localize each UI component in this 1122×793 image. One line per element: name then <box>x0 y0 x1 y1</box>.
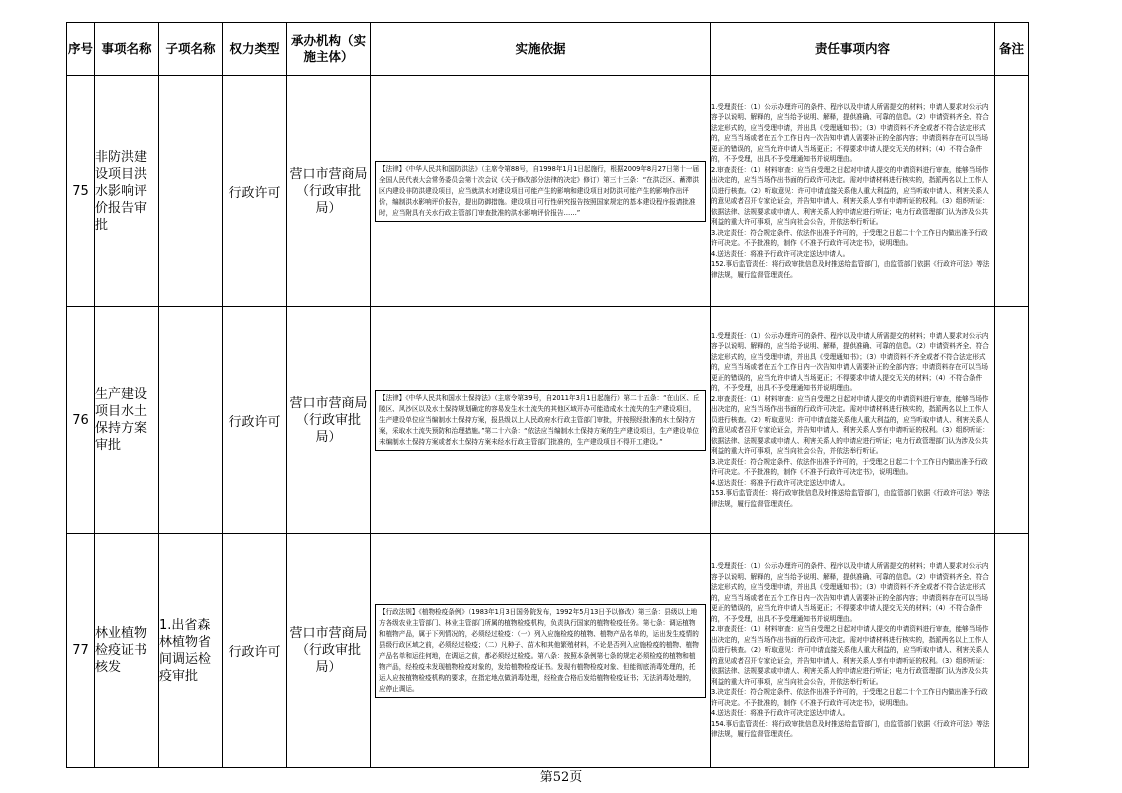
row-org: 营口市营商局（行政审批局） <box>287 307 371 534</box>
header-basis: 实施依据 <box>371 23 711 76</box>
row-seq: 77 <box>67 534 95 768</box>
row-org: 营口市营商局（行政审批局） <box>287 534 371 768</box>
resp-line: 3.决定责任：符合规定条件、依法作出准予许可的，于受理之日起二十个工作日内做出准予行政许可决定。不予批准的，制作《不准予行政许可决定书》，说明理由。 <box>711 457 988 477</box>
row-resp <box>711 307 995 534</box>
row-seq: 75 <box>67 76 95 307</box>
row-basis: 【法律】《中华人民共和国防洪法》（主席令第88号，自1998年1月1日起施行，根据2009年8月27日第十一届全国人民代表大会常务委员会第十次会议《关于修改部分法律的决定》修订）第三十三条：“在洪泛区、蓄滞洪区内建设非防洪建设项目，应当就洪水对建设项目可能产生的影响和建设项目对防洪可能产生的影响作出评价，编制洪水影响评价报告，提出防御措施。建设项目可行性研究报告按照国家规定的基本建设程序报请批准时，应当附具有关水行政主管部门审查批准的洪水影响评价报告……” <box>375 161 706 222</box>
resp-line: 153.事后监管责任：将行政审批信息及时推送给监管部门，由监管部门依据《行政许可法》等法律法规，履行监督管理责任。 <box>711 489 990 508</box>
row-seq: 76 <box>67 307 95 534</box>
row-name: 生产建设项目水土保持方案审批 <box>95 307 159 534</box>
row-resp <box>711 534 995 768</box>
resp-line: 1.受理责任：（1）公示办理许可的条件、程序以及申请人所需提交的材料；申请人要求对公示内容予以说明、解释的，应当给予说明、解释，提供准确、可靠的信息。（2）申请资料齐全、符合法定形式的，应当受理申请，并出具《受理通知书》；（3）申请资料不齐全或者不符合法定形式的，应当当场或者在五个工作日内一次告知申请人需要补正的全部内容；申请资料存在可以当场更正的错误的，应当允许申请人当场更正；不得要求申请人提交无关的材料；（4）不符合条件的，不予受理，出具不予受理通知书并说明理由。 <box>711 331 989 393</box>
row-basis: 【法律】《中华人民共和国水土保持法》（主席令第39号，自2011年3月1日起施行）第二十五条：“在山区、丘陵区、风沙区以及水土保持规划确定的容易发生水土流失的其他区域开办可能造成水土流失的生产建设项目，生产建设单位应当编制水土保持方案，报县级以上人民政府水行政主管部门审批，并按照经批准的水土保持方案，采取水土流失预防和治理措施。”第二十六条：“依法应当编制水土保持方案的生产建设项目，生产建设单位未编制水土保持方案或者水土保持方案未经水行政主管部门批准的，生产建设项目不得开工建设。” <box>375 390 706 451</box>
header-seq: 序号 <box>67 23 95 76</box>
row-name: 非防洪建设项目洪水影响评价报告审批 <box>95 76 159 307</box>
responsibility-table <box>66 22 1029 768</box>
header-type: 权力类型 <box>223 23 287 76</box>
table-row <box>67 76 1029 307</box>
resp-line: 152.事后监管责任：将行政审批信息及时推送给监管部门，由监管部门依据《行政许可法》等法律法规，履行监督管理责任。 <box>711 260 990 279</box>
row-sub: 1.出省森林植物省间调运检疫审批 <box>159 534 223 768</box>
resp-line: 3.决定责任：符合规定条件、依法作出准予许可的，于受理之日起二十个工作日内做出准予行政许可决定。不予批准的，制作《不准予行政许可决定书》，说明理由。 <box>711 688 988 707</box>
table-row <box>67 307 1029 534</box>
resp-line: 3.决定责任：符合规定条件、依法作出准予许可的，于受理之日起二十个工作日内做出准予行政许可决定。不予批准的，制作《不准予行政许可决定书》，说明理由。 <box>711 228 988 248</box>
resp-line: 1.受理责任：（1）公示办理许可的条件、程序以及申请人所需提交的材料；申请人要求对公示内容予以说明、解释的，应当给予说明、解释，提供准确、可靠的信息。（2）申请资料齐全、符合法定形式的，应当受理申请，并出具《受理通知书》；（3）申请资料不齐全或者不符合法定形式的，应当当场或者在五个工作日内一次告知申请人需要补正的全部内容；申请资料存在可以当场更正的错误的，应当允许申请人当场更正；不得要求申请人提交无关的材料；（4）不符合条件的，不予受理，出具不予受理通知书并说明理由。 <box>711 102 989 164</box>
header-name: 事项名称 <box>95 23 159 76</box>
resp-line: 4.送达责任：将准予行政许可决定送达申请人。 <box>711 709 850 718</box>
row-note <box>995 76 1029 307</box>
header-sub: 子项名称 <box>159 23 223 76</box>
row-type: 行政许可 <box>223 307 287 534</box>
row-basis-cell <box>371 76 711 307</box>
table-header-row <box>67 23 1029 76</box>
row-type: 行政许可 <box>223 534 287 768</box>
table-row <box>67 534 1029 768</box>
row-note <box>995 534 1029 768</box>
row-basis-cell <box>371 534 711 768</box>
row-type: 行政许可 <box>223 76 287 307</box>
resp-line: 4.送达责任：将准予行政许可决定送达申请人。 <box>711 478 850 487</box>
row-basis-cell <box>371 307 711 534</box>
row-sub <box>159 307 223 534</box>
row-name: 林业植物检疫证书核发 <box>95 534 159 768</box>
resp-line: 2.审查责任：（1）材料审查：应当自受理之日起对申请人提交的申请资料进行审查，能够当场作出决定的，应当当场作出书面的行政许可决定。需对申请材料进行核实的，指派两名以上工作人员进行核查。（2）听取意见：许可申请直接关系他人重大利益的，应当听取申请人、利害关系人的意见或者召开专家论证会，并告知申请人、利害关系人享有申请听证的权利。（3）组织听证：依据法律、法规要求或申请人、利害关系人的申请应进行听证；电力行政管理部门认为涉及公共利益的重大许可事项，应当向社会公告，并依法举行听证。 <box>711 165 989 227</box>
header-note: 备注 <box>995 23 1029 76</box>
row-sub <box>159 76 223 307</box>
resp-line: 1.受理责任：（1）公示办理许可的条件、程序以及申请人所需提交的材料；申请人要求对公示内容予以说明、解释的，应当给予说明、解释，提供准确、可靠的信息。（2）申请资料齐全、符合法定形式的，应当受理申请，并出具《受理通知书》；（3）申请资料不齐全或者不符合法定形式的，应当当场或者在五个工作日内一次告知申请人需要补正的全部内容；申请资料存在可以当场更正的错误的，应当允许申请人当场更正；不得要求申请人提交无关的材料；（4）不符合条件的，不予受理，出具不予受理通知书并说明理由。 <box>711 562 989 623</box>
resp-line: 2.审查责任：（1）材料审查：应当自受理之日起对申请人提交的申请资料进行审查，能够当场作出决定的，应当当场作出书面的行政许可决定。需对申请材料进行核实的，指派两名以上工作人员进行核查。（2）听取意见：许可申请直接关系他人重大利益的，应当听取申请人、利害关系人的意见或者召开专家论证会，并告知申请人、利害关系人享有申请听证的权利。（3）组织听证：依据法律、法规要求或申请人、利害关系人的申请应进行听证；电力行政管理部门认为涉及公共利益的重大许可事项，应当向社会公告，并依法举行听证。 <box>711 394 989 456</box>
header-org: 承办机构（实施主体） <box>287 23 371 76</box>
header-resp: 责任事项内容 <box>711 23 995 76</box>
resp-line: 154.事后监管责任：将行政审批信息及时推送给监管部门，由监管部门依据《行政许可法》等法律法规，履行监督管理责任。 <box>711 719 990 739</box>
row-basis: 【行政法规】《植物检疫条例》（1983年1月3日国务院发布，1992年5月13日予以修改）第三条：县级以上地方各级农业主管部门、林业主管部门所属的植物检疫机构，负责执行国家的植物检疫任务。第七条：调运植物和植物产品，属于下列情况的，必须经过检疫：（一）列入应施检疫的植物、植物产品名单的，运出发生疫情的县级行政区域之前，必须经过检疫；（二）凡种子、苗木和其他繁殖材料，不论是否列入应施检疫的植物、植物产品名单和运往何地，在调运之前，都必须经过检疫。第八条：按照本条例第七条的规定必须检疫的植物和植物产品，经检疫未发现植物检疫对象的，发给植物检疫证书。发现有植物检疫对象、但能彻底消毒处理的，托运人应按植物检疫机构的要求，在指定地点做消毒处理，经检查合格后发给植物检疫证书；无法消毒处理的，应停止调运。 <box>375 604 706 698</box>
row-resp <box>711 76 995 307</box>
resp-line: 4.送达责任：将准予行政许可决定送达申请人。 <box>711 249 850 258</box>
resp-line: 2.审查责任：（1）材料审查：应当自受理之日起对申请人提交的申请资料进行审查，能够当场作出决定的，应当当场作出书面的行政许可决定。需对申请材料进行核实的，指派两名以上工作人员进行核查。（2）听取意见：许可申请直接关系他人重大利益的，应当听取申请人、利害关系人的意见或者召开专家论证会，并告知申请人、利害关系人享有申请听证的权利。（3）组织听证：依据法律、法规要求或申请人、利害关系人的申请应进行听证；电力行政管理部门认为涉及公共利益的重大许可事项，应当向社会公告，并依法举行听证。 <box>711 625 989 686</box>
row-note <box>995 307 1029 534</box>
page-number: 第52页 <box>539 770 583 785</box>
row-org: 营口市营商局（行政审批局） <box>287 76 371 307</box>
